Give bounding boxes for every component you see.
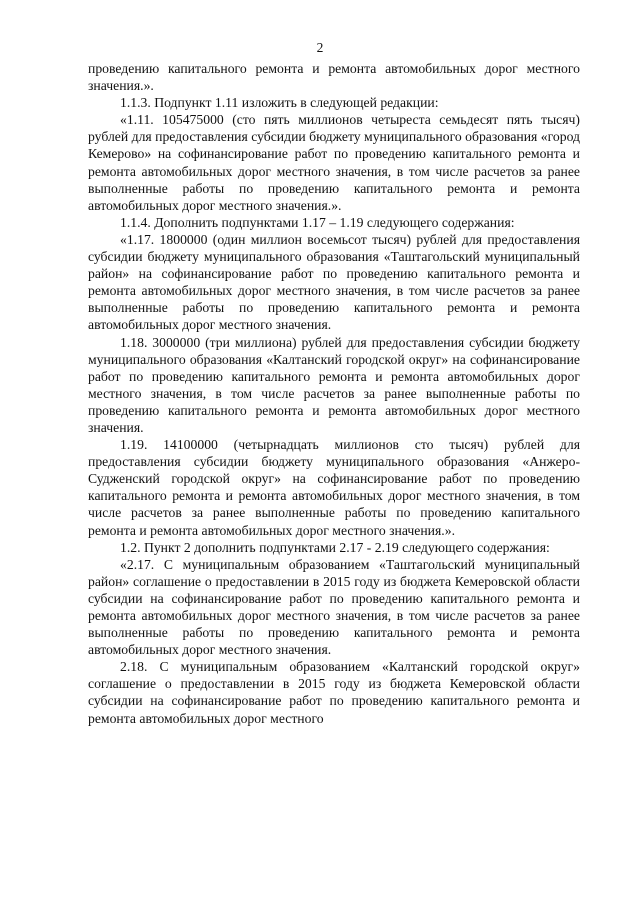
paragraph-1-19: 1.19. 14100000 (четырнадцать миллионов сто тысяч) рублей для предоставления субсидии бюджету муниципального образования «Анжеро-Судженский городской округ» на софинансирование работ по проведению капитального ремонта и ремонта автомобильных дорог местного значения, в том числе расчетов за ранее выполненные работы по проведению капитального ремонта и ремонта автомобильных дорог местного значения.». bbox=[88, 437, 580, 538]
paragraph-2-18: 2.18. С муниципальным образованием «Калтанский городской округ» соглашение о предоставлении в 2015 году из бюджета Кемеровской области субсидии на софинансирование работ по проведению капитального ремонта и ремонта автомобильных дорог местного bbox=[88, 659, 580, 726]
paragraph-continuation: проведению капитального ремонта и ремонта автомобильных дорог местного значения.». bbox=[88, 61, 580, 94]
page-number: 2 bbox=[316, 40, 324, 55]
paragraph-1-17: «1.17. 1800000 (один миллион восемьсот тысяч) рублей для предоставления субсидии бюджету муниципального образования «Таштагольский муниципальный район» на софинансирование работ по проведению капитального ремонта и ремонта автомобильных дорог местного значения, в том числе расчетов за ранее выполненные работы по проведению капитального ремонта и ремонта автомобильных дорог местного значения. bbox=[88, 231, 580, 333]
paragraph-1-1-3: 1.1.3. Подпункт 1.11 изложить в следующей редакции: bbox=[120, 95, 439, 111]
document-body bbox=[88, 60, 580, 727]
paragraph-1-18: 1.18. 3000000 (три миллиона) рублей для предоставления субсидии бюджету муниципального образования «Калтанский городской округ» на софинансирование работ по проведению капитального ремонта и ремонта автомобильных дорог местного значения, в том числе расчетов за ранее выполненные работы по проведению капитального ремонта и ремонта автомобильных дорог местного значения. bbox=[88, 334, 580, 435]
paragraph-1-11: «1.11. 105475000 (сто пять миллионов четыреста семьдесят пять тысяч) рублей для предоставления субсидии бюджету муниципального образования «город Кемерово» на софинансирование работ по проведению капитального ремонта и ремонта автомобильных дорог местного значения, в том числе расчетов за ранее выполненные работы по проведению капитального ремонта и ремонта автомобильных дорог местного значения.». bbox=[88, 112, 580, 213]
paragraph-2-17: «2.17. С муниципальным образованием «Таштагольский муниципальный район» соглашение о предоставлении в 2015 году из бюджета Кемеровской области субсидии на софинансирование работ по проведению капитального ремонта и ремонта автомобильных дорог местного значения, в том числе расчетов за ранее выполненные работы по проведению капитального ремонта и ремонта автомобильных дорог местного значения. bbox=[88, 556, 580, 658]
paragraph-1-1-4: 1.1.4. Дополнить подпунктами 1.17 – 1.19 следующего содержания: bbox=[120, 214, 515, 230]
paragraph-1-2: 1.2. Пункт 2 дополнить подпунктами 2.17 - 2.19 следующего содержания: bbox=[120, 539, 550, 555]
